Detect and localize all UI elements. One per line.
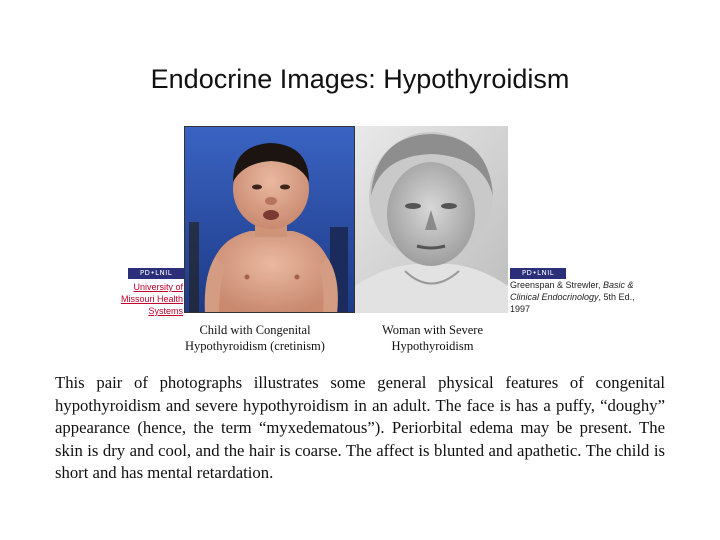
slide-title: Endocrine Images: Hypothyroidism xyxy=(150,64,570,94)
child-photo xyxy=(184,126,355,313)
credit-greenspan-book-title: Basic & Clinical Endocrinology xyxy=(510,280,634,302)
copyright-badge-right: PD•LNIL xyxy=(510,268,566,279)
woman-photo-illustration xyxy=(355,126,508,313)
credit-greenspan-suffix: , 5th Ed., 1997 xyxy=(510,292,635,314)
caption-child: Child with Congenital Hypothyroidism (cretinism) xyxy=(185,323,325,353)
credit-link-university[interactable]: University of Missouri Health Systems xyxy=(120,282,183,316)
copyright-badge-left: PD•LNIL xyxy=(128,268,184,279)
credit-greenspan-prefix: Greenspan & Strewler, xyxy=(510,280,604,290)
caption-woman: Woman with Severe Hypothyroidism xyxy=(381,323,484,353)
credit-greenspan xyxy=(510,279,650,315)
woman-photo xyxy=(355,126,508,313)
child-photo-illustration xyxy=(185,127,355,313)
description-paragraph: This pair of photographs illustrates some general physical features of congenital hypothyroidism and severe hypothyroidism in an adult. The face is has a puffy, “doughy” appearance (hence, the term “myxedematous”). Periorbital edema may be present. The skin is dry and cool, and the hair is coarse. The affect is blunted and apathetic. The child is short and has mental retardation. xyxy=(55,373,665,482)
